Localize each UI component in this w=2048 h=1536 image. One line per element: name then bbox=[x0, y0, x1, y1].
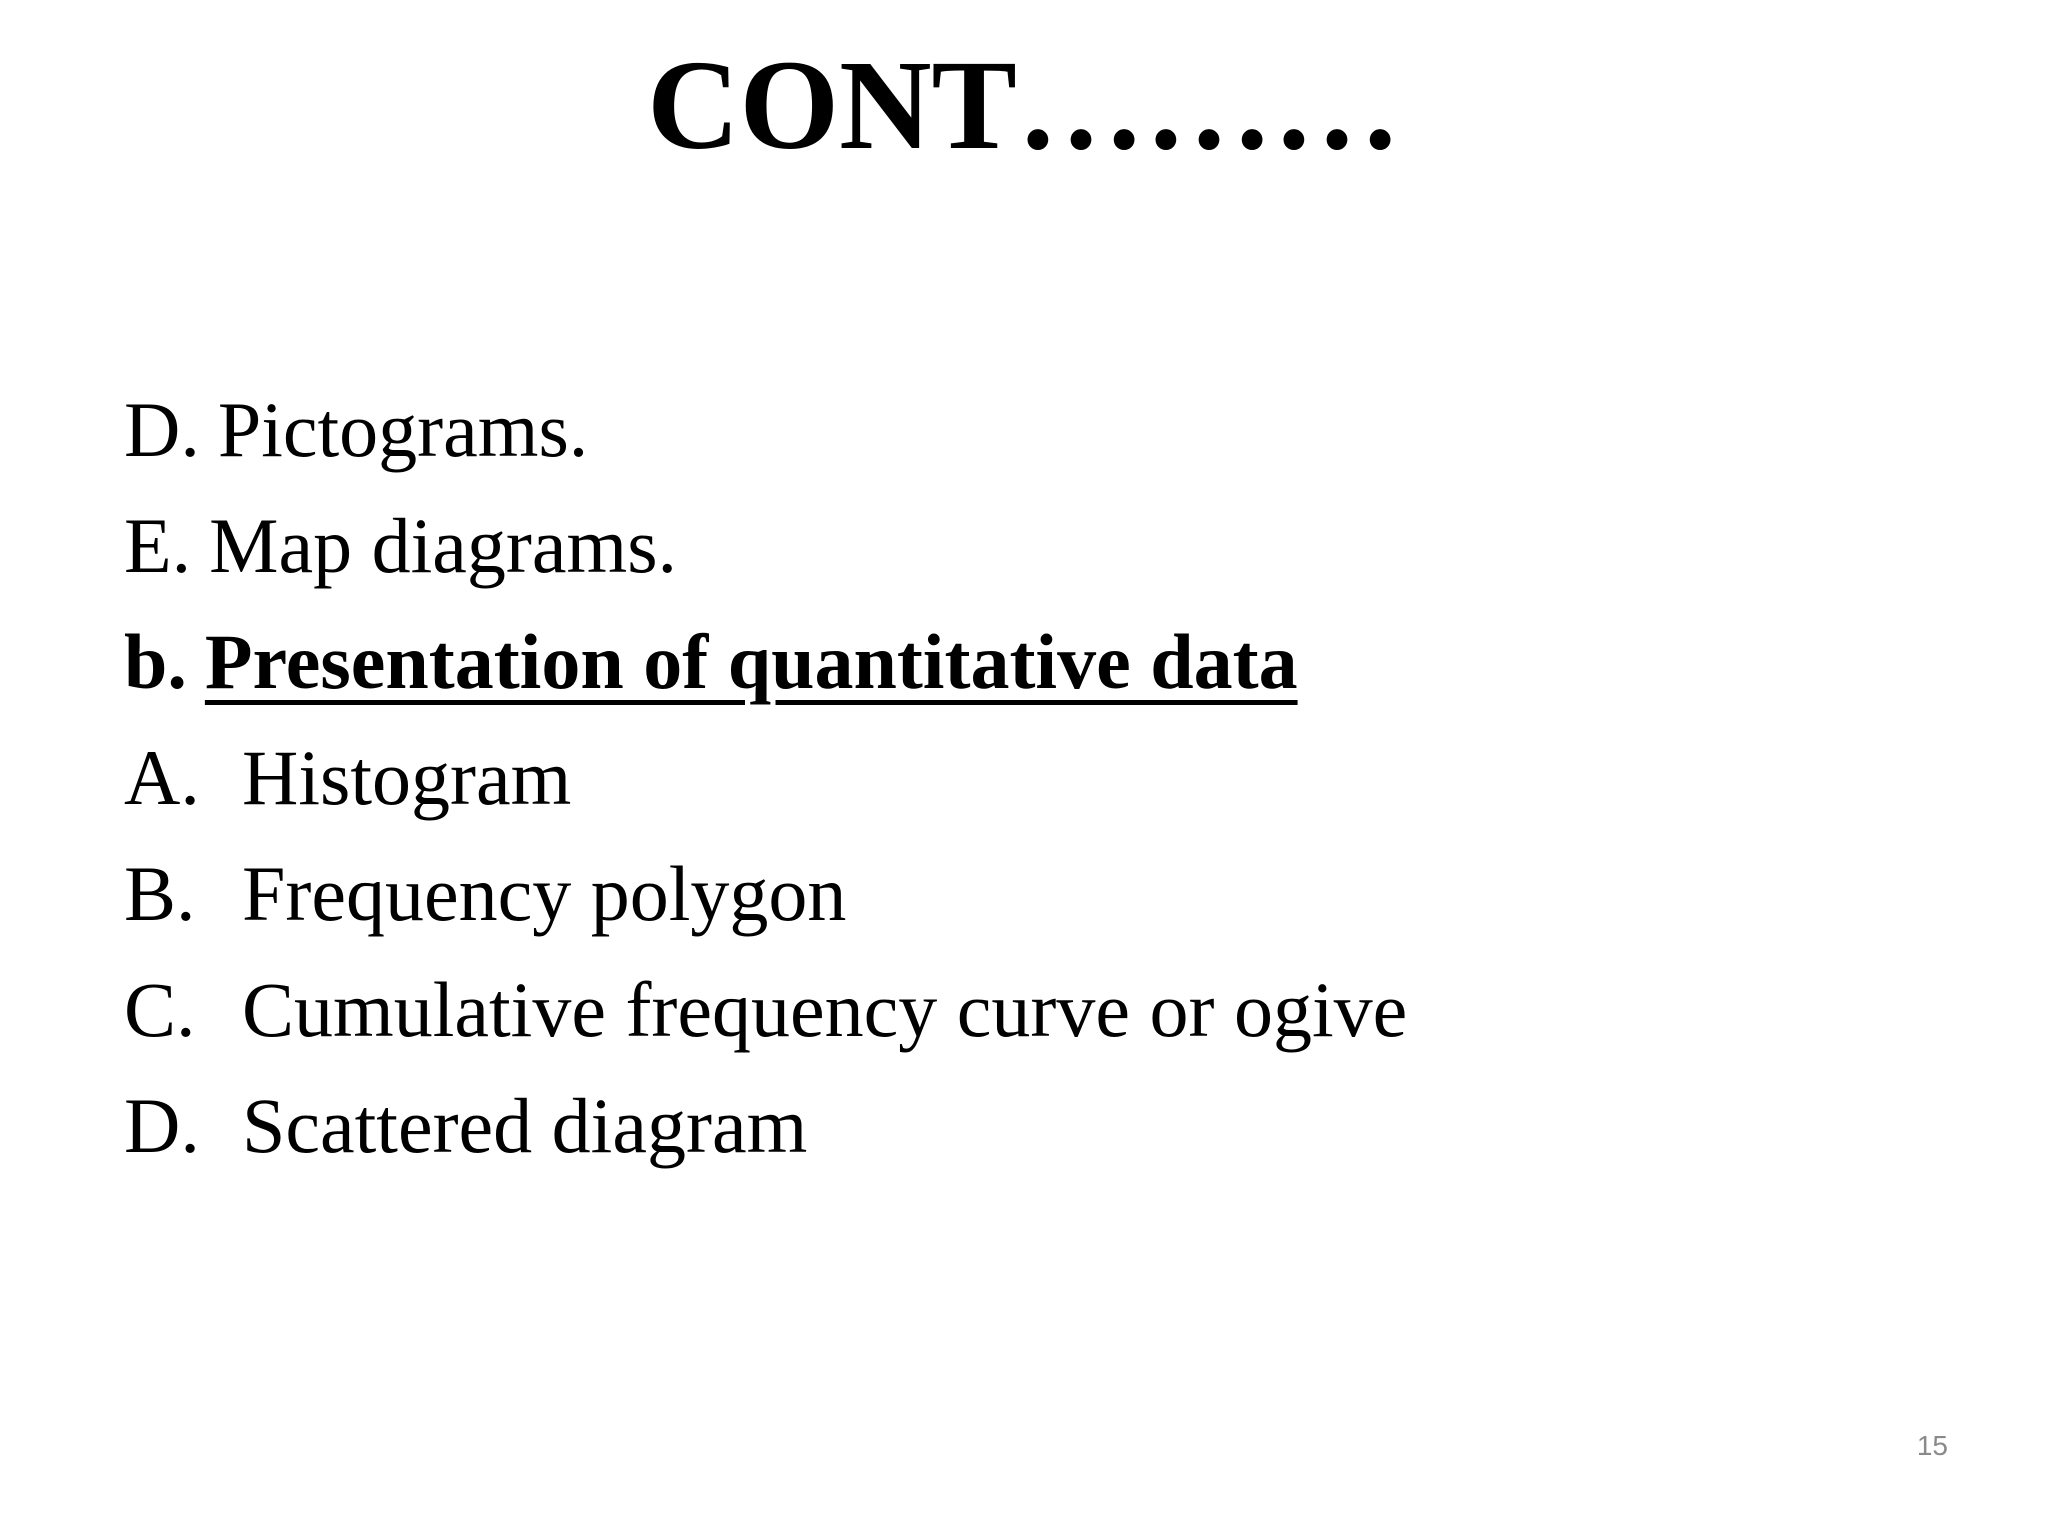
list-item-text: Pictograms. bbox=[217, 386, 589, 473]
page-number: 15 bbox=[1916, 1430, 1948, 1461]
list-marker: C. bbox=[124, 966, 196, 1053]
list-item-text: Scattered diagram bbox=[242, 1082, 808, 1169]
list-item-text: Histogram bbox=[242, 734, 572, 821]
list-marker: D. bbox=[124, 386, 200, 473]
list-marker: D. bbox=[124, 1082, 200, 1169]
section-marker: b. bbox=[124, 618, 187, 705]
list-item-text: Frequency polygon bbox=[242, 850, 847, 937]
list-item-text: Map diagrams. bbox=[209, 502, 678, 589]
list-marker: B. bbox=[124, 850, 196, 937]
list-item-histogram bbox=[124, 720, 1924, 836]
slide-title: CONT……… bbox=[647, 34, 1401, 176]
list-item-ogive bbox=[124, 952, 1924, 1068]
section-heading-quantitative bbox=[124, 604, 1924, 720]
list-item-map-diagrams bbox=[124, 488, 1924, 604]
list-item-scattered-diagram bbox=[124, 1068, 1924, 1184]
list-item-frequency-polygon bbox=[124, 836, 1924, 952]
slide-content bbox=[124, 372, 1924, 1184]
list-marker: E. bbox=[124, 502, 192, 589]
section-heading-text: Presentation of quantitative data bbox=[204, 618, 1298, 705]
list-item-text: Cumulative frequency curve or ogive bbox=[242, 966, 1408, 1053]
list-marker: A. bbox=[124, 734, 200, 821]
list-item-pictograms bbox=[124, 372, 1924, 488]
